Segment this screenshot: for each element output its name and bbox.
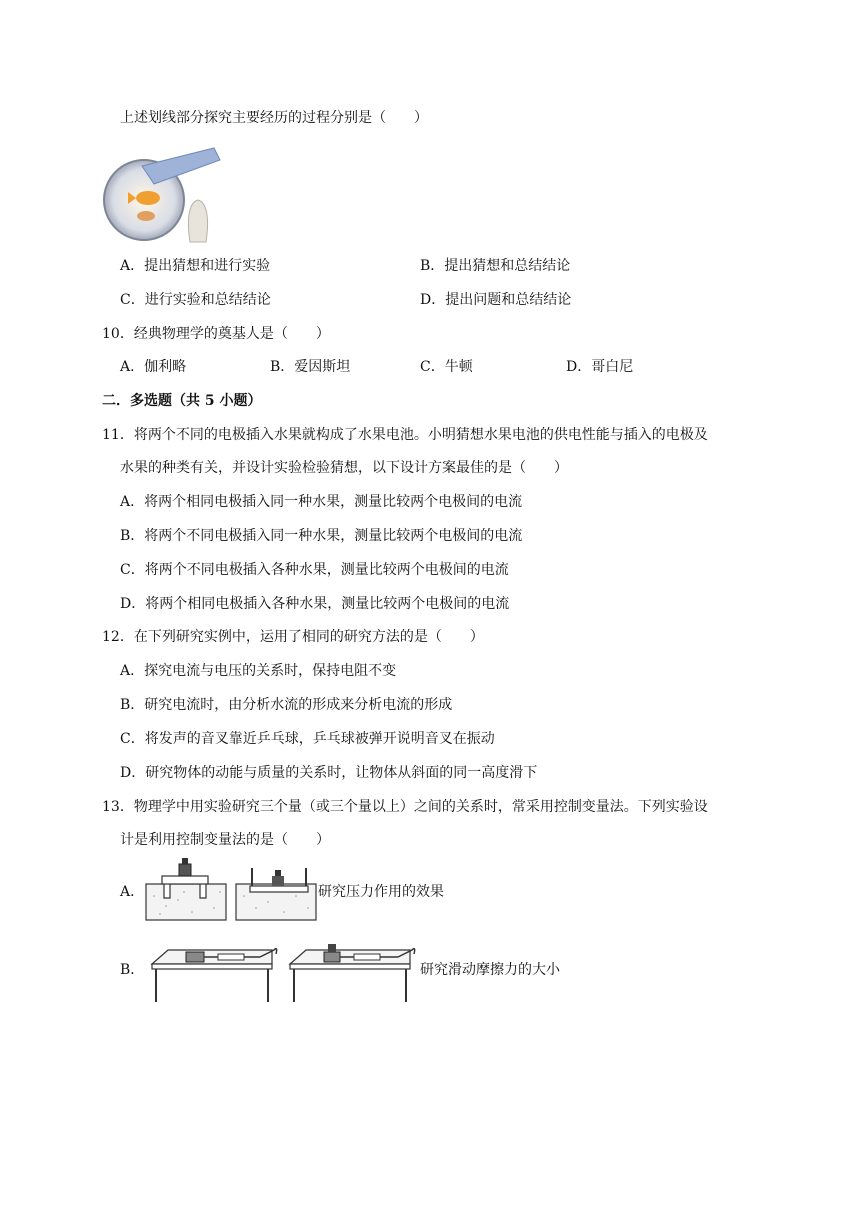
q13-option-b-label: B．	[120, 962, 145, 978]
q13-stem-line2: 计是利用控制变量法的是（ ）	[120, 832, 330, 848]
q10-option-d: D．哥白尼	[566, 359, 634, 375]
q11-stem-line1: 11．将两个不同的电极插入水果就构成了水果电池。小明猜想水果电池的供电性能与插入的电极及	[102, 427, 708, 443]
fishbowl-figure	[102, 146, 224, 246]
q11-option-d: D．将两个相同电极插入各种水果，测量比较两个电极间的电流	[120, 596, 510, 612]
q11-option-b: B．将两个不同电极插入同一种水果，测量比较两个电极间的电流	[120, 528, 523, 544]
pressure-experiment-figure	[144, 856, 318, 922]
q9-option-b: B．提出猜想和总结结论	[420, 258, 571, 274]
q11-option-c: C．将两个不同电极插入各种水果，测量比较两个电极间的电流	[120, 562, 509, 578]
q10-option-b: B．爱因斯坦	[270, 359, 351, 375]
q12-stem: 12．在下列研究实例中，运用了相同的研究方法的是（ ）	[102, 629, 484, 645]
section-heading: 二．多选题（共 5 小题）	[102, 393, 262, 409]
intro-line: 上述划线部分探究主要经历的过程分别是（ ）	[120, 110, 428, 126]
q10-option-c: C．牛顿	[420, 359, 473, 375]
q13-option-b-text: 研究滑动摩擦力的大小	[420, 962, 560, 978]
q9-option-c: C．进行实验和总结结论	[120, 292, 271, 308]
q12-option-b: B．研究电流时，由分析水流的形成来分析电流的形成	[120, 697, 453, 713]
q11-option-a: A．将两个相同电极插入同一种水果，测量比较两个电极间的电流	[120, 494, 523, 510]
q11-stem-line2: 水果的种类有关，并设计实验检验猜想，以下设计方案最佳的是（ ）	[120, 460, 568, 476]
q12-option-d: D．研究物体的动能与质量的关系时，让物体从斜面的同一高度滑下	[120, 765, 538, 781]
q9-option-d: D．提出问题和总结结论	[420, 292, 572, 308]
q13-option-a-label: A．	[120, 884, 145, 900]
q13-stem-line1: 13．物理学中用实验研究三个量（或三个量以上）之间的关系时，常采用控制变量法。下列实验设	[102, 799, 708, 815]
q12-option-a: A．探究电流与电压的关系时，保持电阻不变	[120, 663, 397, 679]
friction-experiment-figure	[148, 934, 420, 1004]
q12-option-c: C．将发声的音叉靠近乒乓球，乒乓球被弹开说明音叉在振动	[120, 731, 495, 747]
q9-option-a: A．提出猜想和进行实验	[120, 258, 271, 274]
q13-option-a-text: 研究压力作用的效果	[318, 884, 444, 900]
q10-option-a: A．伽利略	[120, 359, 187, 375]
q10-stem: 10．经典物理学的奠基人是（ ）	[102, 326, 330, 342]
